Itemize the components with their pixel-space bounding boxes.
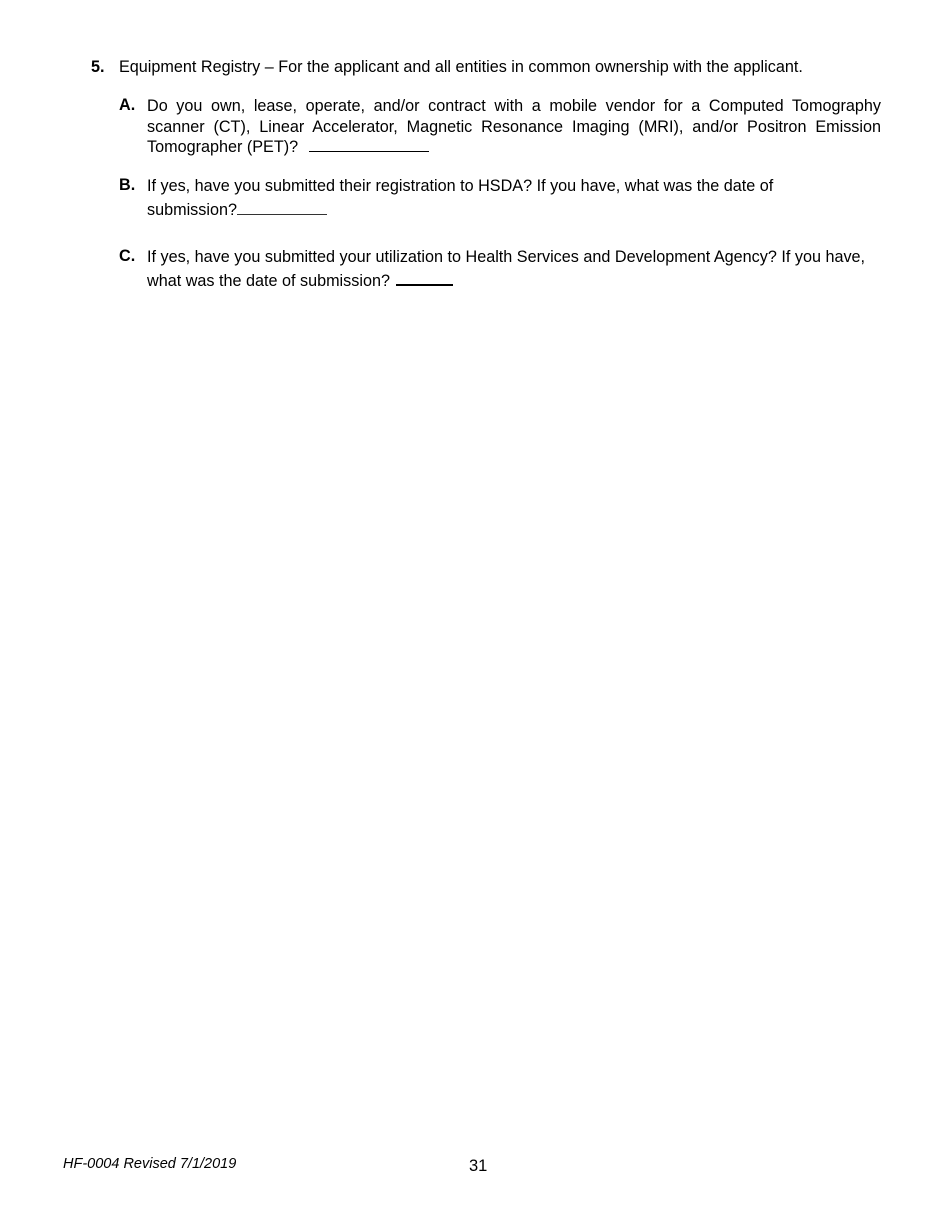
question-c-label: C. xyxy=(119,247,136,265)
question-a-answer-blank[interactable] xyxy=(309,137,429,152)
footer-page-number: 31 xyxy=(469,1157,488,1175)
question-b-label: B. xyxy=(119,176,136,194)
section-number: 5. xyxy=(91,58,105,76)
question-b-answer-blank[interactable] xyxy=(237,200,327,215)
section-title: Equipment Registry – For the applicant and all entities in common ownership with the applicant. xyxy=(119,58,803,76)
question-a-text: Do you own, lease, operate, and/or contract with a mobile vendor for a Computed Tomography scanner (CT), Linear Accelerator, Magnetic Resonance Imaging (MRI), and/or Positron Emission Tomographer (PET)? xyxy=(147,97,881,156)
question-b xyxy=(147,174,857,222)
footer-form-id: HF-0004 Revised 7/1/2019 xyxy=(63,1156,237,1172)
question-a xyxy=(147,96,881,158)
question-a-label: A. xyxy=(119,96,136,114)
question-b-text: If yes, have you submitted their registration to HSDA? If you have, what was the date of submission? xyxy=(147,177,774,219)
question-c-text: If yes, have you submitted your utilization to Health Services and Development Agency? If you have, what was the date of submission? xyxy=(147,248,866,290)
question-c xyxy=(147,245,872,293)
question-c-answer-blank[interactable] xyxy=(396,270,453,286)
